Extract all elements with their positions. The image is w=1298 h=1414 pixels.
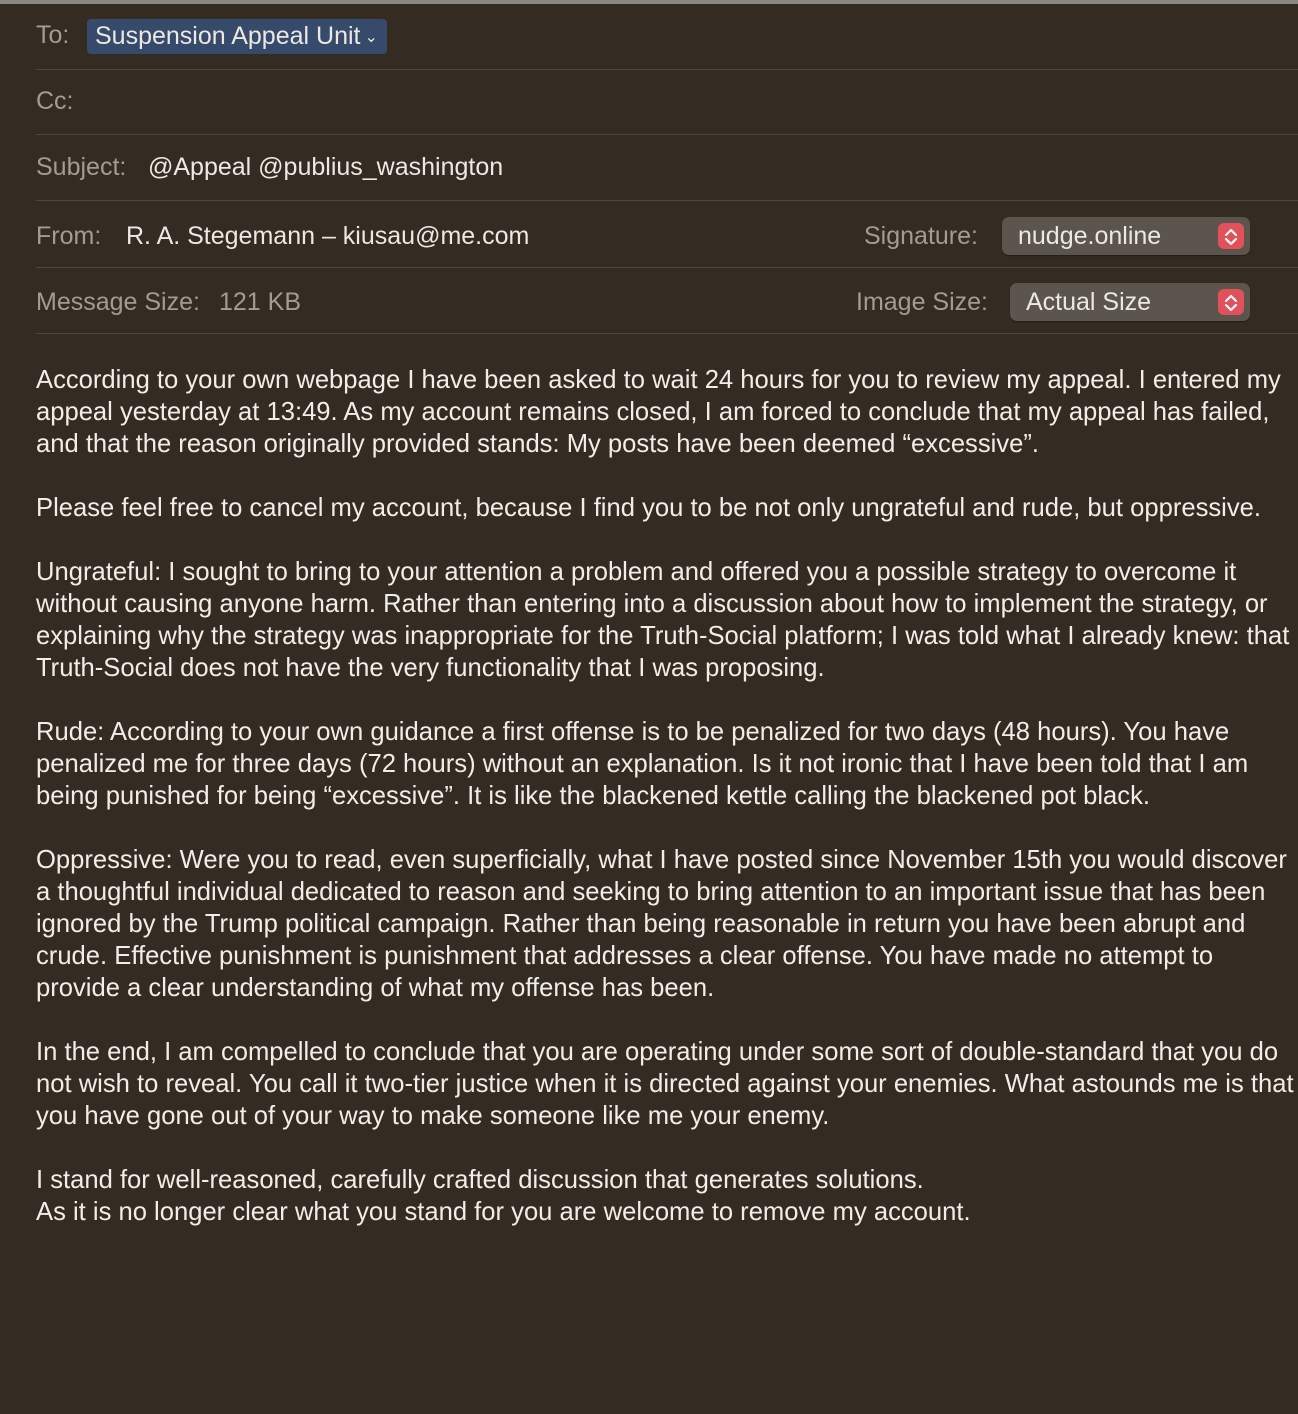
image-size-label: Image Size:	[856, 288, 989, 316]
body-paragraph: Please feel free to cancel my account, because I find you to be not only ungrateful and rude, but oppressive.	[36, 494, 1262, 522]
image-size-popup[interactable]	[1010, 283, 1250, 321]
signature-value: nudge.online	[1018, 222, 1162, 250]
stepper-icon	[1218, 223, 1244, 249]
to-label: To:	[36, 21, 70, 49]
body-paragraph: Rude: According to your own guidance a first offense is to be penalized for two days (48 hours). You have penalized me for three days (72 hours) without an explanation. Is it not ironic that I have been told that I am being punished for being “excessive”. It is like the blackened kettle calling the blackened pot black.	[36, 718, 1249, 810]
recipient-token[interactable]	[87, 19, 387, 54]
from-label: From:	[36, 222, 102, 250]
stepper-icon	[1218, 289, 1244, 315]
message-size-label: Message Size:	[36, 288, 200, 316]
body-paragraph: According to your own webpage I have been asked to wait 24 hours for you to review my appeal. I entered my appeal yesterday at 13:49. As my account remains closed, I am forced to conclude that my appeal has failed, and that the reason originally provided stands: My posts have been deemed “excessive”.	[36, 366, 1281, 458]
body-paragraph: Oppressive: Were you to read, even superficially, what I have posted since November 15th you would discover a thoughtful individual dedicated to reason and seeking to bring attention to an important issue that has been ignored by the Trump political campaign. Rather than being reasonable in return you have been abrupt and crude. Effective punishment is punishment that addresses a clear offense. You have made no attempt to provide a clear understanding of what my offense has been.	[36, 846, 1287, 1002]
body-paragraph: As it is no longer clear what you stand for you are welcome to remove my account.	[36, 1198, 971, 1226]
cc-label: Cc:	[36, 87, 74, 115]
message-size-value: 121 KB	[219, 288, 302, 316]
body-paragraph: I stand for well-reasoned, carefully crafted discussion that generates solutions.	[36, 1166, 924, 1194]
subject-field[interactable]: @Appeal @publius_washington	[148, 153, 504, 181]
cc-field[interactable]	[90, 80, 1240, 122]
subject-label: Subject:	[36, 153, 127, 181]
message-body[interactable]	[36, 364, 1298, 1228]
signature-label: Signature:	[864, 222, 978, 250]
signature-popup[interactable]	[1002, 217, 1250, 255]
chevron-down-icon: ⌄	[364, 29, 378, 46]
image-size-value: Actual Size	[1026, 288, 1152, 316]
from-field[interactable]: R. A. Stegemann – kiusau@me.com	[126, 222, 530, 250]
body-paragraph: Ungrateful: I sought to bring to your attention a problem and offered you a possible strategy to overcome it without causing anyone harm. Rather than entering into a discussion about how to implement the strategy, or explaining why the strategy was inappropriate for the Truth-Social platform; I was told what I already knew: that Truth-Social does not have the very functionality that I was proposing.	[36, 558, 1290, 682]
recipient-name: Suspension Appeal Unit	[95, 22, 361, 50]
body-paragraph: In the end, I am compelled to conclude that you are operating under some sort of double-standard that you do not wish to reveal. You call it two-tier justice when it is directed against your enemies. What astounds me is that you have gone out of your way to make someone like me your enemy.	[36, 1038, 1294, 1130]
